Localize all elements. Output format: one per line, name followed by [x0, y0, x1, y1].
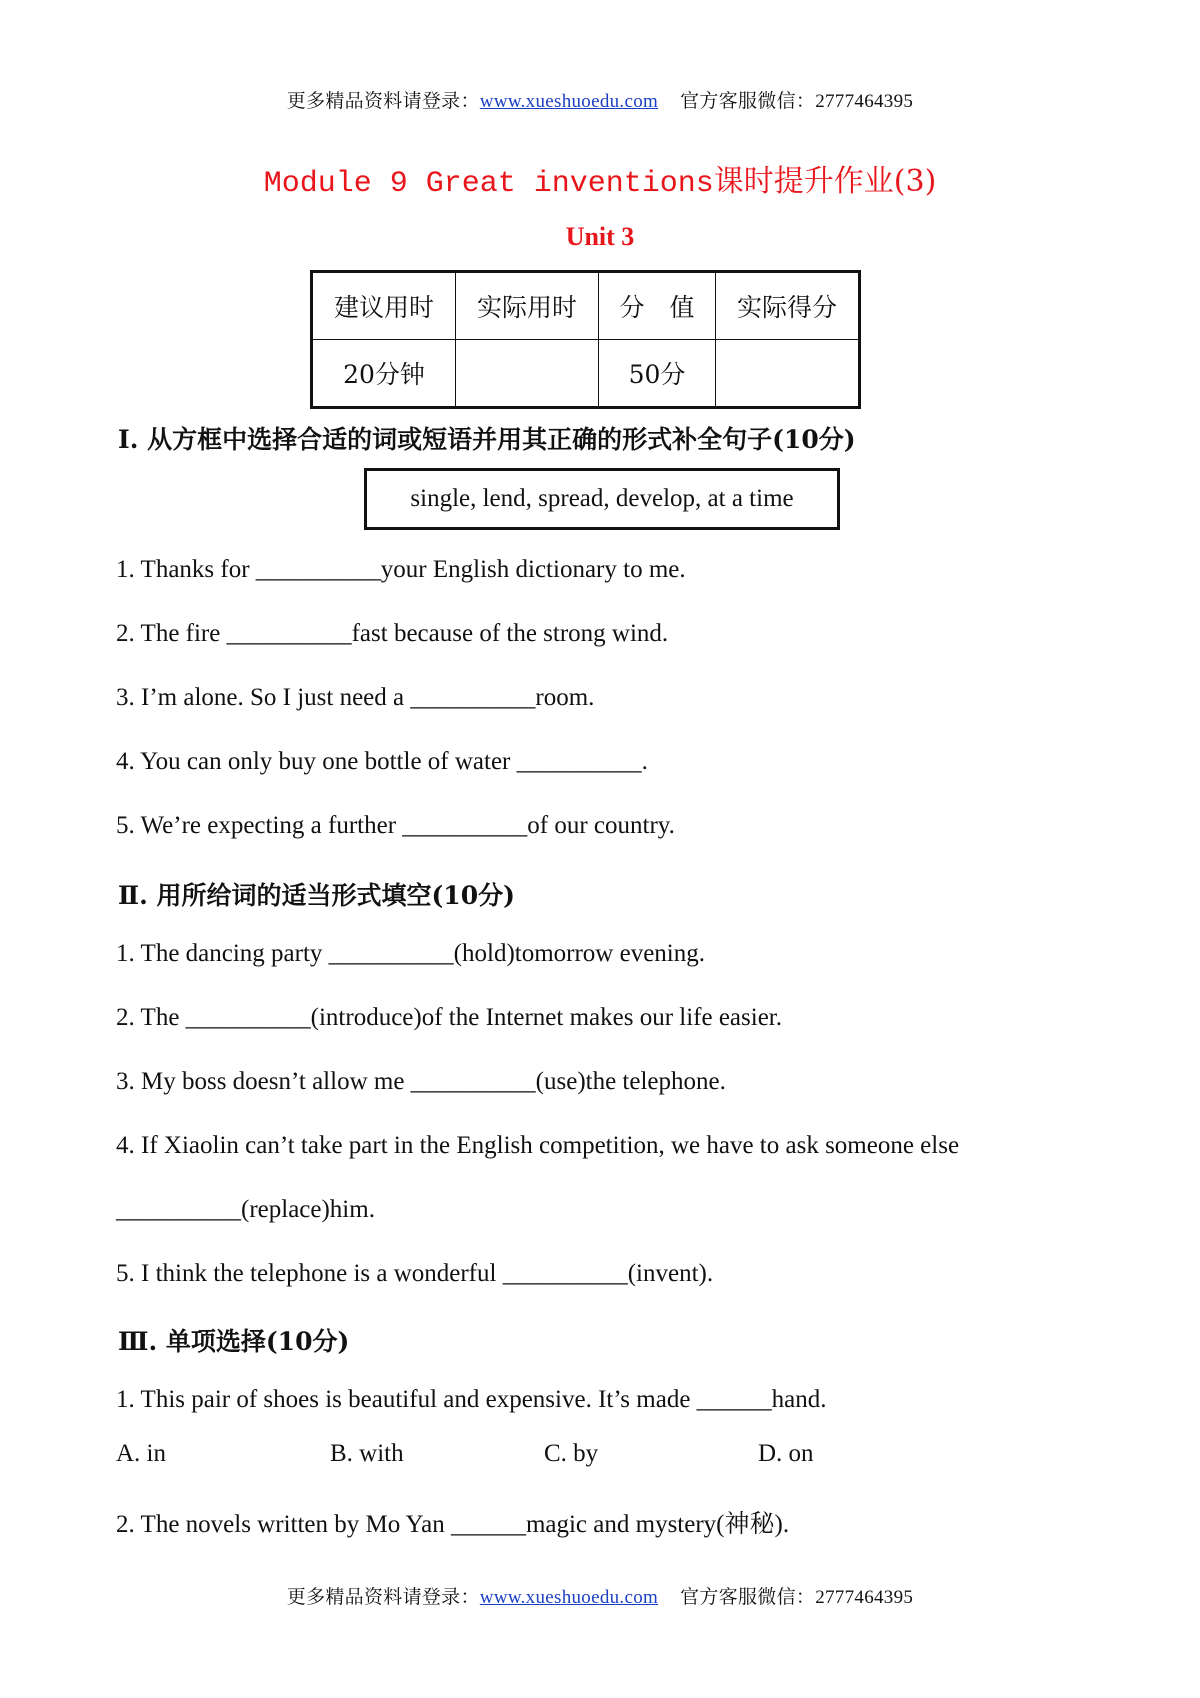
info-header-cell: 建议用时 — [312, 272, 456, 340]
footer-prefix: 更多精品资料请登录： — [286, 1587, 480, 1608]
info-header-cell: 实际用时 — [456, 272, 599, 340]
header-prefix: 更多精品资料请登录： — [286, 91, 480, 112]
s2-item-5: 5. I think the telephone is a wonderful __________(invent). — [116, 1260, 714, 1287]
info-table-value-row — [312, 340, 860, 408]
s1-item-5: 5. We’re expecting a further __________of our country. — [116, 812, 675, 839]
section-1-heading: Ⅰ. 从方框中选择合适的词或短语并用其正确的形式补全句子(10分) — [118, 425, 856, 454]
title-chinese: 课时提升作业(3) — [713, 164, 937, 199]
s2-item-3: 3. My boss doesn’t allow me __________(use)the telephone. — [116, 1068, 726, 1095]
s1-item-1: 1. Thanks for __________your English dictionary to me. — [116, 556, 686, 583]
footer-service: 官方客服微信：2777464395 — [680, 1587, 914, 1608]
s3-q1-option-b: B. with — [330, 1440, 404, 1467]
info-header-cell: 实际得分 — [716, 272, 860, 340]
footer-link[interactable]: www.xueshuoedu.com — [479, 1587, 659, 1608]
s2-item-2: 2. The __________(introduce)of the Internet makes our life easier. — [116, 1004, 782, 1031]
page-header — [0, 86, 1200, 113]
page-title — [0, 156, 1200, 201]
info-value-cell — [716, 340, 860, 408]
title-english: Module 9 Great inventions — [263, 167, 714, 201]
section-2-heading: Ⅱ. 用所给词的适当形式填空(10分) — [118, 881, 515, 910]
s2-item-4-cont: __________(replace)him. — [116, 1196, 375, 1223]
info-table-header-row — [312, 272, 860, 340]
s1-item-3: 3. I’m alone. So I just need a __________room. — [116, 684, 595, 711]
page-footer — [0, 1582, 1200, 1609]
s3-q1-option-c: C. by — [544, 1440, 599, 1467]
page-subtitle: Unit 3 — [565, 222, 635, 251]
info-value-cell: 20分钟 — [312, 340, 456, 408]
s3-question-1: 1. This pair of shoes is beautiful and expensive. It’s made ______hand. — [116, 1386, 827, 1413]
info-table — [310, 270, 861, 409]
word-box: single, lend, spread, develop, at a time — [364, 468, 840, 530]
s2-item-1: 1. The dancing party __________(hold)tomorrow evening. — [116, 940, 706, 967]
header-link[interactable]: www.xueshuoedu.com — [479, 91, 659, 112]
s3-question-2: 2. The novels written by Mo Yan ______magic and mystery(神秘). — [116, 1511, 790, 1538]
info-value-cell — [456, 340, 599, 408]
s2-item-4: 4. If Xiaolin can’t take part in the English competition, we have to ask someone else — [116, 1132, 960, 1159]
s3-q1-option-d: D. on — [758, 1440, 814, 1467]
section-3-heading: Ⅲ. 单项选择(10分) — [118, 1327, 350, 1356]
s1-item-2: 2. The fire __________fast because of the strong wind. — [116, 620, 669, 647]
info-value-cell: 50分 — [599, 340, 716, 408]
info-header-cell: 分 值 — [599, 272, 716, 340]
s3-q1-option-a: A. in — [116, 1440, 166, 1467]
header-service: 官方客服微信：2777464395 — [680, 91, 914, 112]
s1-item-4: 4. You can only buy one bottle of water __________. — [116, 748, 648, 775]
